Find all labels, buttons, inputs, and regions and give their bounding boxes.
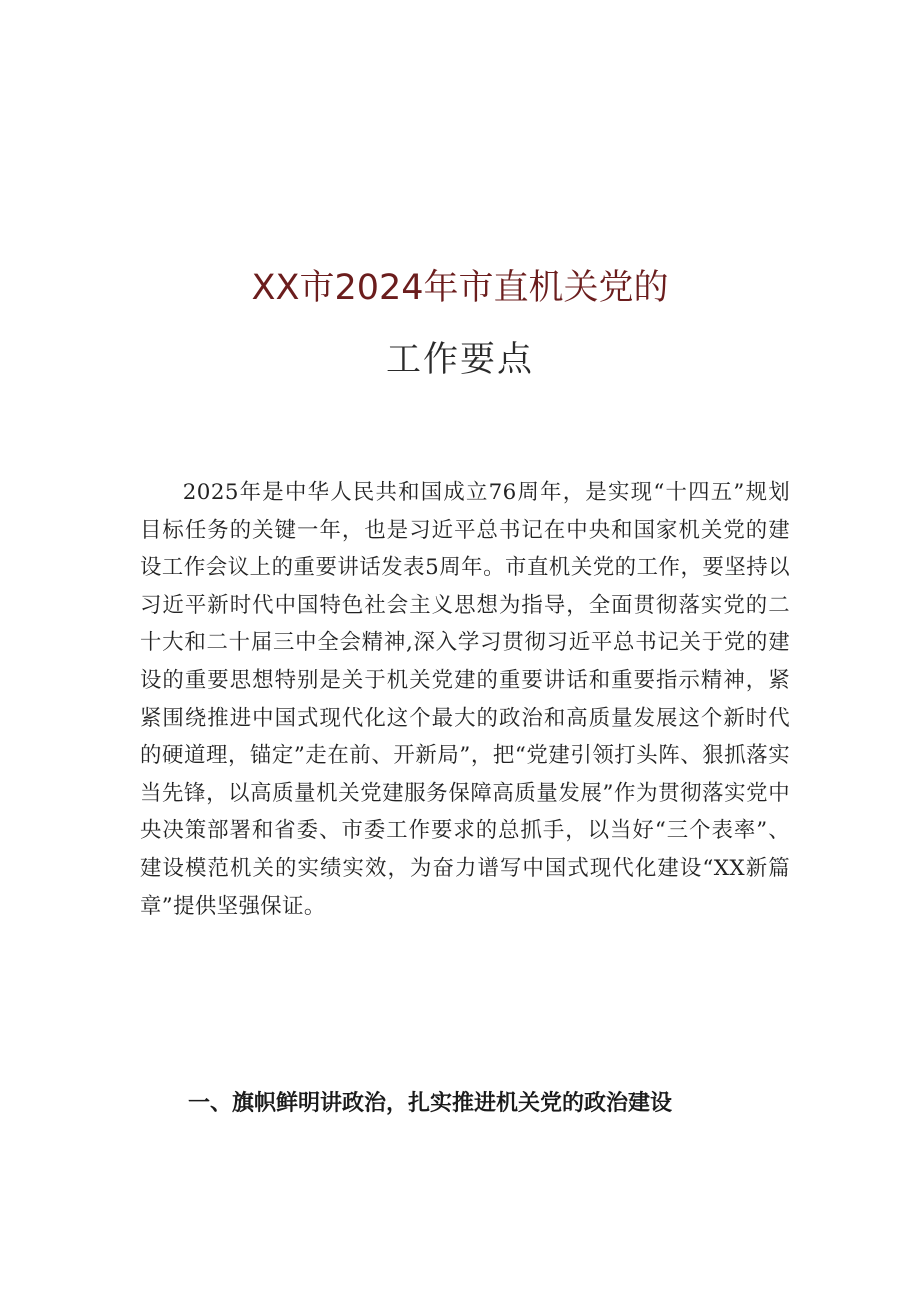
document-title-line1: XX市2024年市直机关党的 bbox=[251, 268, 669, 308]
section-heading-1: 一、旗帜鲜明讲政治，扎实推进机关党的政治建设 bbox=[188, 1091, 673, 1116]
intro-paragraph: 2025年是中华人民共和国成立76周年，是实现“十四五”规划目标任务的关键一年，也是习近平总书记在中央和国家机关党的建设工作会议上的重要讲话发表5周年。市直机关党的工作，要坚持以习近平新时代中国特色社会主义思想为指导，全面贯彻落实党的二十大和二十届三中全会精神,深入学习贯彻习近平总书记关于党的建设的重要思想特别是关于机关党建的重要讲话和重要指示精神，紧紧围绕推进中国式现代化这个最大的政治和高质量发展这个新时代的硬道理，锚定”走在前、开新局”，把“党建引领打头阵、狠抓落实当先锋，以高质量机关党建服务保障高质量发展”作为贯彻落实党中央决策部署和省委、市委工作要求的总抓手，以当好“三个表率”、建设模范机关的实绩实效，为奋力谱写中国式现代化建设“XX新篇章”提供坚强保证。 bbox=[140, 480, 790, 919]
document-title-line2: 工作要点 bbox=[385, 340, 534, 380]
